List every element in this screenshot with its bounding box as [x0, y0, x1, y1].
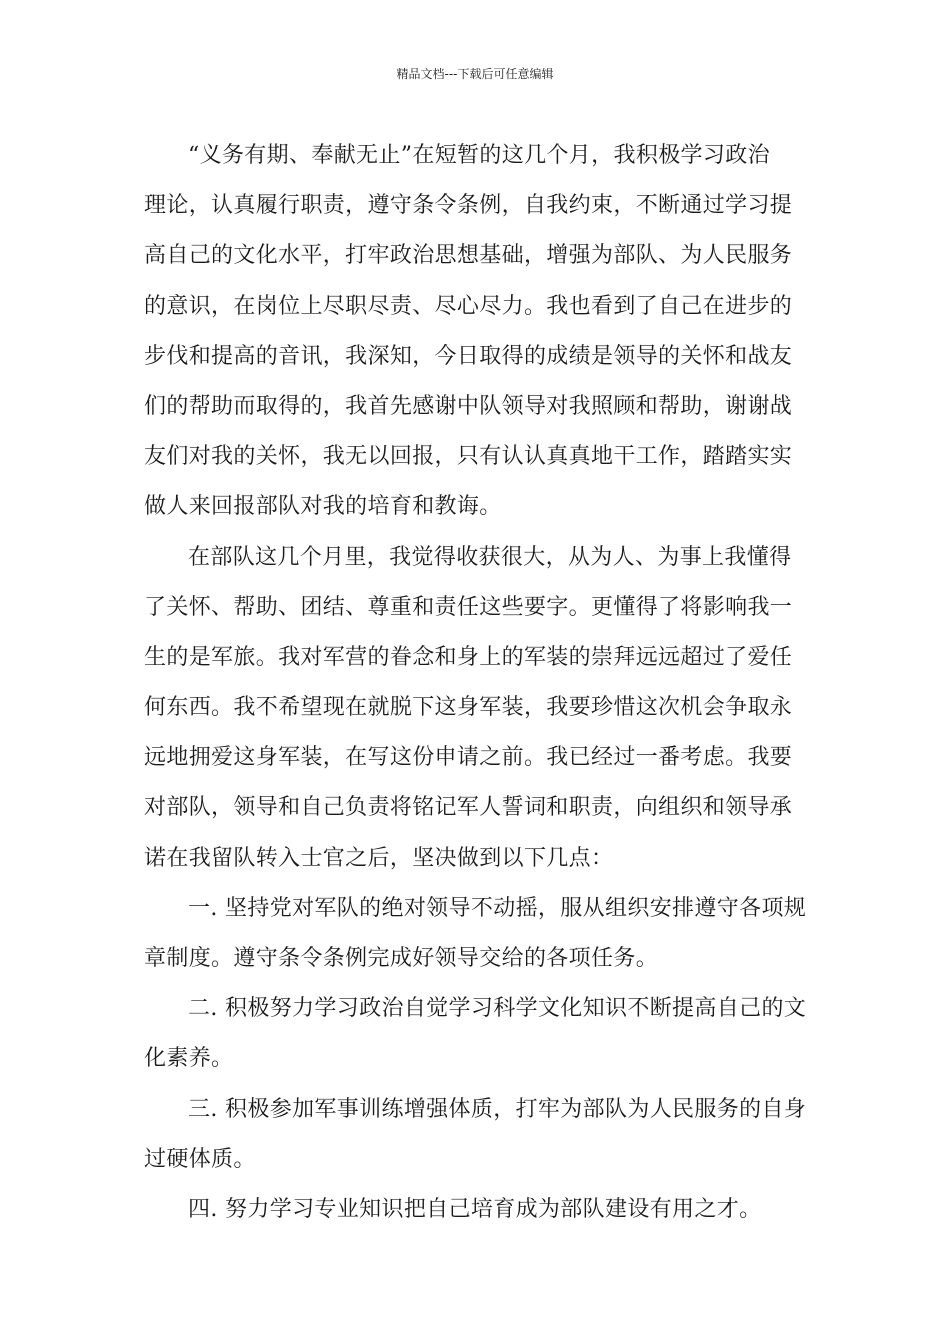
text-line: 的意识，在岗位上尽职尽责、尽心尽力。我也看到了自己在进步的 [144, 293, 793, 319]
text-line: 何东西。我不希望现在就脱下这身军装，我要珍惜这次机会争取永 [144, 695, 793, 721]
text-line: 化素养。 [144, 1046, 234, 1072]
text-line: 一. 坚持党对军队的绝对领导不动摇，服从组织安排遵守各项规 [188, 895, 807, 921]
text-line: 们的帮助而取得的，我首先感谢中队领导对我照顾和帮助，谢谢战 [144, 393, 793, 419]
text-line: 章制度。遵守条令条例完成好领导交给的各项任务。 [144, 946, 659, 971]
text-line: 高自己的文化水平，打牢政治思想基础，增强为部队、为人民服务 [144, 243, 793, 269]
text-line: 做人来回报部队对我的培育和教诲。 [144, 494, 502, 520]
text-line: 生的是军旅。我对军营的眷念和身上的军装的崇拜远远超过了爱任 [144, 644, 793, 670]
text-line: 在部队这几个月里，我觉得收获很大，从为人、为事上我懂得 [188, 544, 792, 570]
text-line: 了关怀、帮助、团结、尊重和责任这些要字。更懂得了将影响我一 [144, 594, 793, 620]
text-line: 过硬体质。 [144, 1146, 256, 1172]
text-line: 理论，认真履行职责，遵守条令条例，自我约束，不断通过学习提 [144, 193, 793, 219]
text-line: 对部队，领导和自己负责将铭记军人誓词和职责，向组织和领导承 [144, 795, 793, 821]
text-line: 二. 积极努力学习政治自觉学习科学文化知识不断提高自己的文 [188, 996, 807, 1022]
document-body [144, 131, 806, 1235]
text-line: 友们对我的关怀，我无以回报，只有认认真真地干工作，踏踏实实 [144, 444, 793, 470]
text-line: 四. 努力学习专业知识把自己培育成为部队建设有用之才。 [188, 1196, 762, 1222]
page-header: 精品文档---下载后可任意编辑 [396, 67, 554, 81]
text-line: “义务有期、奉献无止”在短暂的这几个月，我积极学习政治 [188, 143, 770, 168]
text-line: 三. 积极参加军事训练增强体质，打牢为部队为人民服务的自身 [188, 1096, 807, 1122]
text-line: 远地拥爱这身军装，在写这份申请之前。我已经过一番考虑。我要 [144, 745, 793, 771]
text-line: 步伐和提高的音讯，我深知，今日取得的成绩是领导的关怀和战友 [144, 343, 793, 369]
text-line: 诺在我留队转入士官之后，坚决做到以下几点： [144, 845, 614, 871]
